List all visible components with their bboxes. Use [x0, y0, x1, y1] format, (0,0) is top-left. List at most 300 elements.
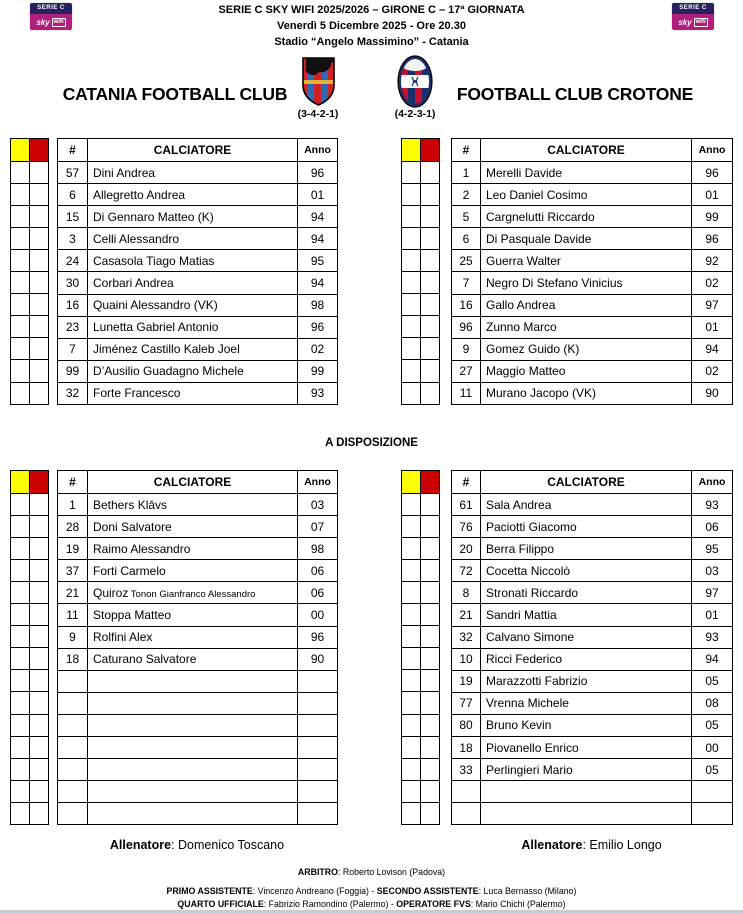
empty-cell — [298, 781, 338, 803]
card-checkbox-cell — [11, 493, 30, 515]
player-year: 06 — [298, 582, 338, 604]
player-name: Corbari Andrea — [88, 272, 298, 294]
empty-cell — [298, 803, 338, 825]
card-checkbox-cell — [11, 581, 30, 603]
card-checkbox-cell — [30, 802, 49, 824]
card-checkbox-cell — [30, 227, 49, 249]
player-row — [58, 294, 338, 316]
player-number: 7 — [452, 272, 481, 294]
serie-c-logo-text: SERIE C — [672, 3, 714, 14]
player-year: 02 — [692, 360, 733, 382]
player-row — [452, 714, 733, 736]
player-row — [452, 582, 733, 604]
player-number: 19 — [58, 538, 88, 560]
player-name: Jiménez Castillo Kaleb Joel — [88, 338, 298, 360]
player-number: 8 — [452, 582, 481, 604]
player-row — [58, 206, 338, 228]
card-checkbox-cell — [11, 515, 30, 537]
player-name: Cargnelutti Riccardo — [481, 206, 692, 228]
card-checkbox-cell — [11, 648, 30, 670]
card-checkbox-cell — [402, 802, 421, 824]
player-number: 15 — [58, 206, 88, 228]
player-year: 94 — [298, 228, 338, 250]
player-number: 32 — [452, 626, 481, 648]
player-name: Forti Carmelo — [88, 560, 298, 582]
player-row — [58, 604, 338, 626]
player-name: Sala Andrea — [481, 494, 692, 516]
player-name: Doni Salvatore — [88, 516, 298, 538]
player-year: 05 — [692, 759, 733, 781]
player-number: 3 — [58, 228, 88, 250]
player-name: Quiroz Tonon Gianfranco Alessandro — [88, 582, 298, 604]
card-checkbox-cell — [402, 227, 421, 249]
player-number: 77 — [452, 692, 481, 714]
card-checkbox-cell — [30, 294, 49, 316]
player-year: 99 — [692, 206, 733, 228]
card-checkbox-cell — [421, 249, 440, 271]
player-number: 18 — [452, 737, 481, 759]
player-year: 96 — [298, 316, 338, 338]
card-checkbox-cell — [421, 670, 440, 692]
player-row — [452, 162, 733, 184]
card-checkbox-cell — [11, 316, 30, 338]
empty-cell — [692, 803, 733, 825]
player-name: Perlingieri Mario — [481, 759, 692, 781]
player-year: 93 — [692, 494, 733, 516]
card-checkbox-cell — [421, 758, 440, 780]
empty-row — [452, 803, 733, 825]
card-checkbox-cell — [11, 559, 30, 581]
player-name: Stronati Riccardo — [481, 582, 692, 604]
empty-row — [58, 737, 338, 759]
card-checkbox-cell — [402, 758, 421, 780]
home-bench-card-grid — [10, 470, 49, 825]
home-coach: Allenatore: Domenico Toscano — [109, 838, 285, 852]
player-row — [452, 206, 733, 228]
player-year: 96 — [692, 228, 733, 250]
empty-cell — [88, 670, 298, 692]
yellow-card-header-cell — [11, 471, 30, 494]
card-checkbox-cell — [402, 559, 421, 581]
card-checkbox-cell — [421, 780, 440, 802]
empty-cell — [58, 737, 88, 759]
player-year: 93 — [298, 382, 338, 404]
player-name: Maggio Matteo — [481, 360, 692, 382]
home-formation: (3-4-2-1) — [297, 108, 339, 120]
player-year: 99 — [298, 360, 338, 382]
sky-wifi-logo-text: sky wifi — [30, 14, 72, 30]
player-name: Caturano Salvatore — [88, 648, 298, 670]
column-header-year: Anno — [298, 139, 338, 162]
substitutes-section-title: A DISPOSIZIONE — [325, 437, 418, 449]
player-row — [58, 250, 338, 272]
player-name-extra: Tonon Gianfranco Alessandro — [128, 588, 256, 600]
player-number: 11 — [58, 604, 88, 626]
empty-row — [58, 670, 338, 692]
player-number: 99 — [58, 360, 88, 382]
player-name: Sandri Mattia — [481, 604, 692, 626]
player-row — [452, 604, 733, 626]
card-checkbox-cell — [421, 205, 440, 227]
player-row — [58, 162, 338, 184]
card-checkbox-cell — [421, 714, 440, 736]
player-year: 03 — [692, 560, 733, 582]
card-checkbox-cell — [11, 294, 30, 316]
player-name: Dini Andrea — [88, 162, 298, 184]
card-checkbox-cell — [421, 316, 440, 338]
column-header-year: Anno — [692, 139, 733, 162]
card-checkbox-cell — [421, 648, 440, 670]
player-number: 6 — [58, 184, 88, 206]
away-starters-card-grid — [401, 138, 440, 405]
card-checkbox-cell — [402, 338, 421, 360]
card-checkbox-cell — [11, 626, 30, 648]
player-row — [452, 294, 733, 316]
referee-line: ARBITRO: Roberto Lovison (Padova) — [297, 867, 446, 877]
column-header-player: CALCIATORE — [481, 471, 692, 494]
player-row — [452, 316, 733, 338]
player-year: 02 — [692, 272, 733, 294]
player-number: 5 — [452, 206, 481, 228]
player-year: 94 — [692, 648, 733, 670]
card-checkbox-cell — [402, 183, 421, 205]
empty-cell — [88, 759, 298, 781]
player-number: 10 — [452, 648, 481, 670]
away-team-crest — [397, 55, 433, 113]
player-number: 19 — [452, 670, 481, 692]
player-year: 00 — [692, 737, 733, 759]
player-year: 90 — [298, 648, 338, 670]
empty-cell — [88, 781, 298, 803]
column-header-player: CALCIATORE — [481, 139, 692, 162]
empty-row — [58, 759, 338, 781]
card-checkbox-cell — [402, 515, 421, 537]
card-checkbox-cell — [30, 780, 49, 802]
empty-cell — [58, 714, 88, 736]
player-name: Gallo Andrea — [481, 294, 692, 316]
player-row — [58, 494, 338, 516]
card-checkbox-cell — [11, 604, 30, 626]
card-checkbox-cell — [11, 692, 30, 714]
empty-cell — [58, 759, 88, 781]
away-bench-card-grid — [401, 470, 440, 825]
player-name: Negro Di Stefano Vinicius — [481, 272, 692, 294]
player-year: 06 — [298, 560, 338, 582]
empty-row — [58, 781, 338, 803]
player-number: 1 — [58, 494, 88, 516]
card-checkbox-cell — [402, 626, 421, 648]
player-row — [58, 338, 338, 360]
player-year: 94 — [692, 338, 733, 360]
column-header-number: # — [452, 471, 481, 494]
player-number: 6 — [452, 228, 481, 250]
card-checkbox-cell — [11, 537, 30, 559]
card-checkbox-cell — [11, 249, 30, 271]
empty-cell — [58, 803, 88, 825]
player-row — [58, 626, 338, 648]
player-row — [452, 670, 733, 692]
player-name: Rolfini Alex — [88, 626, 298, 648]
player-number: 61 — [452, 494, 481, 516]
card-checkbox-cell — [402, 161, 421, 183]
fourth-official-line: QUARTO UFFICIALE: Fabrizio Ramondino (Palermo) - OPERATORE FVS: Mario Chichi (Palermo) — [177, 899, 566, 909]
player-row — [58, 272, 338, 294]
card-checkbox-cell — [421, 537, 440, 559]
card-checkbox-cell — [30, 338, 49, 360]
player-year: 01 — [298, 184, 338, 206]
player-year: 98 — [298, 538, 338, 560]
card-checkbox-cell — [402, 493, 421, 515]
card-checkbox-cell — [30, 714, 49, 736]
player-row — [452, 737, 733, 759]
card-checkbox-cell — [11, 382, 30, 404]
card-checkbox-cell — [402, 604, 421, 626]
away-bench-table — [451, 470, 733, 825]
card-checkbox-cell — [421, 272, 440, 294]
crotone-crest-icon — [397, 55, 433, 108]
player-number: 2 — [452, 184, 481, 206]
empty-cell — [88, 803, 298, 825]
card-checkbox-cell — [421, 802, 440, 824]
yellow-card-header-cell — [11, 139, 30, 162]
card-checkbox-cell — [30, 648, 49, 670]
player-year: 95 — [692, 538, 733, 560]
player-row — [58, 516, 338, 538]
player-number: 37 — [58, 560, 88, 582]
player-row — [452, 759, 733, 781]
player-name: Cocetta Niccolò — [481, 560, 692, 582]
player-year: 05 — [692, 670, 733, 692]
player-name: Bruno Kevin — [481, 714, 692, 736]
empty-cell — [58, 781, 88, 803]
player-name: Merelli Davide — [481, 162, 692, 184]
player-year: 05 — [692, 714, 733, 736]
player-name: Celli Alessandro — [88, 228, 298, 250]
player-number: 1 — [452, 162, 481, 184]
player-row — [452, 382, 733, 404]
card-checkbox-cell — [402, 780, 421, 802]
player-name: Calvano Simone — [481, 626, 692, 648]
empty-cell — [88, 692, 298, 714]
player-number: 96 — [452, 316, 481, 338]
empty-cell — [298, 670, 338, 692]
card-checkbox-cell — [421, 736, 440, 758]
card-checkbox-cell — [30, 316, 49, 338]
card-checkbox-cell — [421, 294, 440, 316]
player-name: Berra Filippo — [481, 538, 692, 560]
empty-cell — [452, 781, 481, 803]
away-team-name: FOOTBALL CLUB CROTONE — [456, 84, 694, 104]
player-number: 21 — [58, 582, 88, 604]
player-number: 80 — [452, 714, 481, 736]
card-checkbox-cell — [402, 360, 421, 382]
player-number: 11 — [452, 382, 481, 404]
player-name: Vrenna Michele — [481, 692, 692, 714]
card-checkbox-cell — [402, 294, 421, 316]
card-checkbox-cell — [30, 736, 49, 758]
empty-cell — [481, 781, 692, 803]
player-number: 16 — [58, 294, 88, 316]
player-row — [452, 272, 733, 294]
card-checkbox-cell — [30, 205, 49, 227]
player-number: 9 — [58, 626, 88, 648]
player-row — [452, 626, 733, 648]
card-checkbox-cell — [30, 692, 49, 714]
column-header-number: # — [452, 139, 481, 162]
player-number: 76 — [452, 516, 481, 538]
player-name: Murano Jacopo (VK) — [481, 382, 692, 404]
card-checkbox-cell — [30, 183, 49, 205]
player-row — [58, 582, 338, 604]
player-year: 03 — [298, 494, 338, 516]
empty-cell — [452, 803, 481, 825]
player-name: Gomez Guido (K) — [481, 338, 692, 360]
catania-crest-icon — [300, 56, 337, 107]
empty-cell — [298, 759, 338, 781]
player-number: 30 — [58, 272, 88, 294]
column-header-year: Anno — [298, 471, 338, 494]
card-checkbox-cell — [11, 227, 30, 249]
player-number: 25 — [452, 250, 481, 272]
player-year: 96 — [692, 162, 733, 184]
yellow-card-header-cell — [402, 471, 421, 494]
card-checkbox-cell — [402, 648, 421, 670]
player-row — [452, 228, 733, 250]
card-checkbox-cell — [421, 360, 440, 382]
player-name: Di Pasquale Davide — [481, 228, 692, 250]
player-name: Lunetta Gabriel Antonio — [88, 316, 298, 338]
card-checkbox-cell — [30, 604, 49, 626]
player-row — [452, 494, 733, 516]
player-number: 20 — [452, 538, 481, 560]
away-starters-table — [451, 138, 733, 405]
red-card-header-cell — [421, 139, 440, 162]
player-row — [58, 316, 338, 338]
player-name: Stoppa Matteo — [88, 604, 298, 626]
player-row — [58, 538, 338, 560]
card-checkbox-cell — [402, 537, 421, 559]
empty-cell — [481, 803, 692, 825]
competition-title: SERIE C SKY WIFI 2025/2026 – GIRONE C – 17ª GIORNATA — [218, 4, 525, 16]
home-starters-card-grid — [10, 138, 49, 405]
player-name: Marazzotti Fabrizio — [481, 670, 692, 692]
player-name: Allegretto Andrea — [88, 184, 298, 206]
player-year: 94 — [298, 206, 338, 228]
player-name: Di Gennaro Matteo (K) — [88, 206, 298, 228]
card-checkbox-cell — [421, 626, 440, 648]
player-row — [452, 184, 733, 206]
home-bench-table — [57, 470, 338, 825]
card-checkbox-cell — [30, 493, 49, 515]
player-name: Forte Francesco — [88, 382, 298, 404]
stadium-name: Stadio “Angelo Massimino” - Catania — [274, 36, 469, 48]
card-checkbox-cell — [402, 316, 421, 338]
empty-cell — [88, 737, 298, 759]
card-checkbox-cell — [11, 714, 30, 736]
player-row — [58, 360, 338, 382]
empty-cell — [58, 692, 88, 714]
card-checkbox-cell — [402, 670, 421, 692]
card-checkbox-cell — [30, 581, 49, 603]
red-card-header-cell — [30, 139, 49, 162]
player-year: 95 — [298, 250, 338, 272]
player-number: 7 — [58, 338, 88, 360]
home-team-crest — [300, 56, 337, 112]
card-checkbox-cell — [11, 802, 30, 824]
player-row — [452, 648, 733, 670]
player-name: Ricci Federico — [481, 648, 692, 670]
card-checkbox-cell — [402, 272, 421, 294]
player-name: Raimo Alessandro — [88, 538, 298, 560]
card-checkbox-cell — [30, 670, 49, 692]
away-formation: (4-2-3-1) — [394, 108, 436, 120]
player-year: 01 — [692, 184, 733, 206]
empty-row — [58, 803, 338, 825]
player-row — [58, 382, 338, 404]
card-checkbox-cell — [421, 692, 440, 714]
card-checkbox-cell — [421, 338, 440, 360]
card-checkbox-cell — [421, 515, 440, 537]
column-header-player: CALCIATORE — [88, 139, 298, 162]
card-checkbox-cell — [421, 581, 440, 603]
empty-cell — [88, 714, 298, 736]
player-year: 02 — [298, 338, 338, 360]
player-year: 90 — [692, 382, 733, 404]
card-checkbox-cell — [11, 736, 30, 758]
sky-wifi-logo-text: sky wifi — [672, 14, 714, 30]
card-checkbox-cell — [421, 604, 440, 626]
player-name: Bethers Klāvs — [88, 494, 298, 516]
player-name: Casasola Tiago Matias — [88, 250, 298, 272]
card-checkbox-cell — [402, 692, 421, 714]
player-row — [58, 228, 338, 250]
card-checkbox-cell — [421, 183, 440, 205]
page-bottom-edge — [0, 910, 743, 914]
empty-row — [58, 692, 338, 714]
player-name: Paciotti Giacomo — [481, 516, 692, 538]
card-checkbox-cell — [30, 161, 49, 183]
empty-row — [452, 781, 733, 803]
player-number: 28 — [58, 516, 88, 538]
card-checkbox-cell — [11, 205, 30, 227]
red-card-header-cell — [30, 471, 49, 494]
player-year: 94 — [298, 272, 338, 294]
card-checkbox-cell — [421, 382, 440, 404]
card-checkbox-cell — [30, 360, 49, 382]
player-year: 06 — [692, 516, 733, 538]
player-row — [58, 560, 338, 582]
player-year: 96 — [298, 626, 338, 648]
card-checkbox-cell — [30, 249, 49, 271]
player-year: 07 — [298, 516, 338, 538]
player-name: Leo Daniel Cosimo — [481, 184, 692, 206]
player-row — [58, 648, 338, 670]
home-starters-table — [57, 138, 338, 405]
empty-row — [58, 714, 338, 736]
card-checkbox-cell — [30, 515, 49, 537]
card-checkbox-cell — [30, 559, 49, 581]
empty-cell — [298, 714, 338, 736]
player-number: 72 — [452, 560, 481, 582]
player-number: 24 — [58, 250, 88, 272]
card-checkbox-cell — [402, 581, 421, 603]
player-name: Zunno Marco — [481, 316, 692, 338]
yellow-card-header-cell — [402, 139, 421, 162]
empty-cell — [298, 692, 338, 714]
empty-cell — [298, 737, 338, 759]
player-number: 21 — [452, 604, 481, 626]
home-team-name: CATANIA FOOTBALL CLUB — [62, 84, 288, 104]
